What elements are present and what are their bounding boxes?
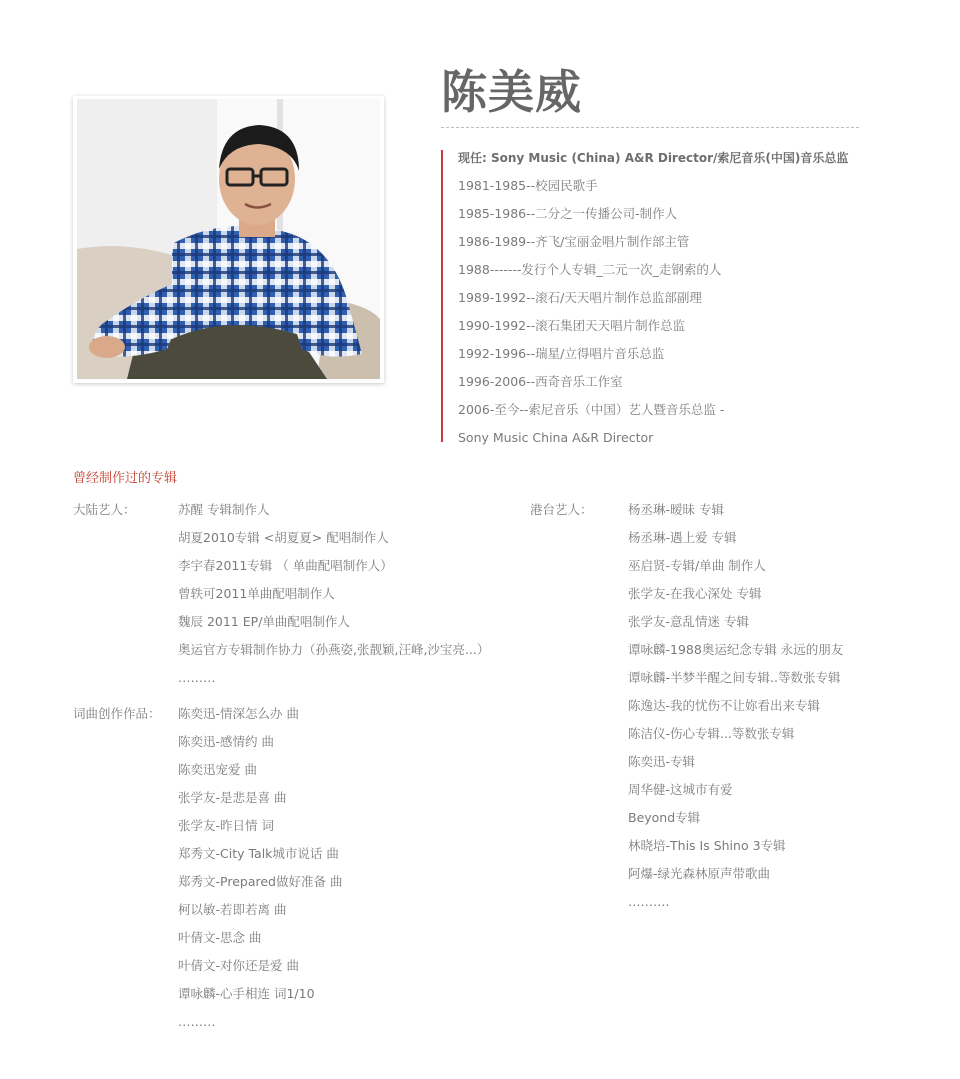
list-item: 柯以敏-若即若离 曲 xyxy=(178,902,287,917)
hktw-artists-label: 港台艺人： xyxy=(530,502,593,517)
mainland-artists-label: 大陆艺人： xyxy=(73,502,136,517)
portrait-illustration xyxy=(77,99,380,379)
name-divider xyxy=(441,127,859,128)
list-item: 李宇春2011专辑 （ 单曲配唱制作人） xyxy=(178,558,393,573)
list-item: 张学友-昨日情 词 xyxy=(178,818,274,833)
career-item: 2006-至今--索尼音乐（中国）艺人暨音乐总监 - xyxy=(458,402,725,417)
list-item: 林晓培-This Is Shino 3专辑 xyxy=(628,838,786,853)
list-item: 谭咏麟-心手相连 词1/10 xyxy=(178,986,315,1001)
list-item: ………. xyxy=(628,894,670,909)
list-item: 魏辰 2011 EP/单曲配唱制作人 xyxy=(178,614,350,629)
albums-section-title: 曾经制作过的专辑 xyxy=(73,471,178,486)
career-timeline xyxy=(441,150,873,445)
career-item: 1985-1986--二分之一传播公司-制作人 xyxy=(458,206,678,221)
list-item: 陈逸达-我的忧伤不让妳看出来专辑 xyxy=(628,698,821,713)
profile-name: 陈美威 xyxy=(441,65,582,119)
career-item: Sony Music China A&R Director xyxy=(458,430,654,445)
list-item: 胡夏2010专辑 <胡夏夏> 配唱制作人 xyxy=(178,530,389,545)
list-item: 郑秀文-City Talk城市说话 曲 xyxy=(178,846,339,861)
list-item: Beyond专辑 xyxy=(628,810,701,825)
list-item: 陈奕迅宠爱 曲 xyxy=(178,762,257,777)
list-item: ……… xyxy=(178,1014,216,1029)
list-item: 陈奕迅-感情约 曲 xyxy=(178,734,274,749)
list-item: 叶倩文-思念 曲 xyxy=(178,930,262,945)
list-item: 杨丞琳-暧昧 专辑 xyxy=(628,502,724,517)
songwriting-label: 词曲创作作品： xyxy=(73,706,161,721)
list-item: 张学友-意乱情迷 专辑 xyxy=(628,614,749,629)
career-item: 1986-1989--齐飞/宝丽金唱片制作部主管 xyxy=(458,234,690,249)
list-item: 郑秀文-Prepared做好准备 曲 xyxy=(178,874,343,889)
list-item: 巫启贤-专辑/单曲 制作人 xyxy=(628,558,766,573)
list-item: 陈奕迅-专辑 xyxy=(628,754,696,769)
list-item: 杨丞琳-遇上爱 专辑 xyxy=(628,530,737,545)
list-item: 苏醒 专辑制作人 xyxy=(178,502,270,517)
list-item: 谭咏麟-1988奥运纪念专辑 永远的朋友 xyxy=(628,642,844,657)
career-item: 1996-2006--西奇音乐工作室 xyxy=(458,374,623,389)
list-item: 曾轶可2011单曲配唱制作人 xyxy=(178,586,335,601)
list-item: 阿爆-绿光森林原声带歌曲 xyxy=(628,866,771,881)
career-item: 1989-1992--滚石/天天唱片制作总监部副理 xyxy=(458,290,702,305)
career-item: 1990-1992--滚石集团天天唱片制作总监 xyxy=(458,318,686,333)
career-item: 1981-1985--校园民歌手 xyxy=(458,178,598,193)
current-position: 现任: Sony Music (China) A&R Director/索尼音乐(中国)音乐总监 xyxy=(458,151,849,165)
list-item: 周华健-这城市有爱 xyxy=(628,782,733,797)
list-item: ……… xyxy=(178,670,216,685)
list-item: 谭咏麟-半梦半醒之间专辑..等数张专辑 xyxy=(628,670,841,685)
career-item: 1988-------发行个人专辑_二元一次_走钢索的人 xyxy=(458,262,722,277)
list-item: 张学友-在我心深处 专辑 xyxy=(628,586,762,601)
list-item: 张学友-是悲是喜 曲 xyxy=(178,790,287,805)
list-item: 陈洁仪-伤心专辑...等数张专辑 xyxy=(628,726,795,741)
list-item: 陈奕迅-情深怎么办 曲 xyxy=(178,706,299,721)
profile-photo-frame xyxy=(73,96,384,383)
career-item: 1992-1996--瑞星/立得唱片音乐总监 xyxy=(458,346,665,361)
list-item: 奥运官方专辑制作协力（孙燕姿,张靓颖,汪峰,沙宝亮...） xyxy=(178,642,490,657)
profile-photo xyxy=(77,99,380,379)
list-item: 叶倩文-对你还是爱 曲 xyxy=(178,958,299,973)
